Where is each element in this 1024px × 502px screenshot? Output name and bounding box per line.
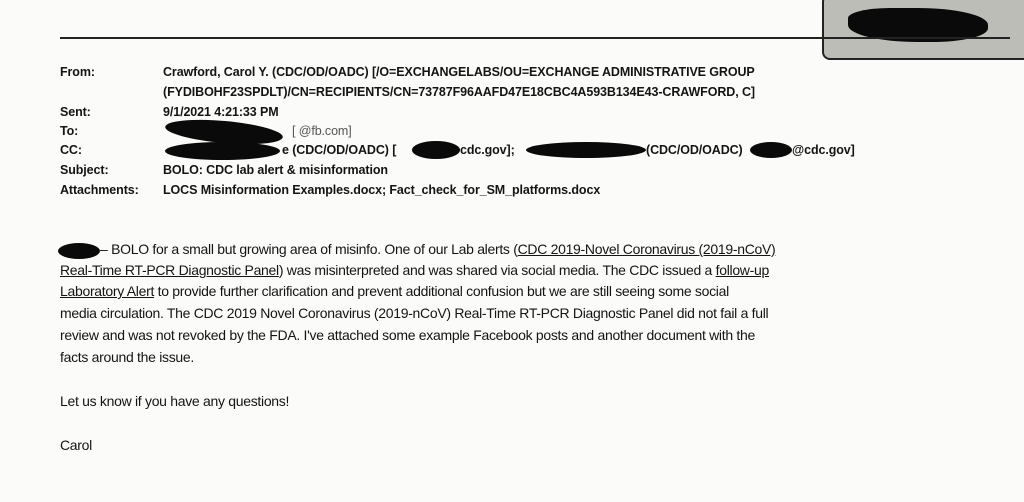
body-line-5: review and was not revoked by the FDA. I've attached some example Facebook posts and another document with the: [60, 327, 755, 343]
redaction-mark: [526, 142, 646, 158]
lab-alert-link[interactable]: CDC 2019-Novel Coronavirus (2019-nCoV): [517, 241, 776, 257]
lab-alert-link-cont[interactable]: Real-Time RT-PCR Diagnostic Panel: [60, 262, 279, 278]
to-value: [ @fb.com]: [292, 124, 352, 138]
body-text: to provide further clarification and prevent additional confusion but we are still seeing some social: [154, 283, 729, 299]
body-line-2: [60, 262, 769, 278]
redaction-mark: [165, 142, 280, 160]
redaction-mark: [750, 142, 792, 158]
header-divider: [60, 37, 1010, 39]
sent-label: Sent:: [60, 105, 91, 119]
body-text: ) was misinterpreted and was shared via social media. The CDC issued a: [278, 262, 716, 278]
attachments-label: Attachments:: [60, 183, 139, 197]
subject-label: Subject:: [60, 163, 109, 177]
subject-value: BOLO: CDC lab alert & misinformation: [163, 163, 388, 177]
follow-up-link[interactable]: follow-up: [715, 262, 769, 278]
cc-label: CC:: [60, 143, 82, 157]
cc-value-1: e (CDC/OD/OADC) [: [282, 143, 397, 157]
cc-value-4: @cdc.gov]: [792, 143, 855, 157]
from-value-cont: (FYDIBOHF23SPDLT)/CN=RECIPIENTS/CN=73787F96AAFD47E18CBC4A593B134E43-CRAWFORD, C]: [163, 85, 755, 99]
cc-value-3: (CDC/OD/OADC): [646, 143, 743, 157]
body-line-3: [60, 283, 729, 299]
to-label: To:: [60, 124, 79, 138]
body-line-1: [100, 241, 775, 257]
body-line-4: media circulation. The CDC 2019 Novel Coronavirus (2019-nCoV) Real-Time RT-PCR Diagnostic Panel did not fail a full: [60, 305, 769, 321]
attachments-value: LOCS Misinformation Examples.docx; Fact_check_for_SM_platforms.docx: [163, 183, 601, 197]
body-line-6: facts around the issue.: [60, 349, 194, 365]
body-text: – BOLO for a small but growing area of misinfo. One of our Lab alerts (: [100, 241, 518, 257]
cc-value-2: cdc.gov];: [460, 143, 515, 157]
closing-line: Let us know if you have any questions!: [60, 393, 290, 409]
redaction-mark: [412, 141, 460, 159]
sent-value: 9/1/2021 4:21:33 PM: [163, 105, 279, 119]
redaction-mark: [58, 243, 100, 259]
from-label: From:: [60, 65, 95, 79]
signature: Carol: [60, 437, 92, 453]
follow-up-link-cont[interactable]: Laboratory Alert: [60, 283, 155, 299]
from-value: Crawford, Carol Y. (CDC/OD/OADC) [/O=EXCHANGELABS/OU=EXCHANGE ADMINISTRATIVE GROUP: [163, 65, 755, 79]
